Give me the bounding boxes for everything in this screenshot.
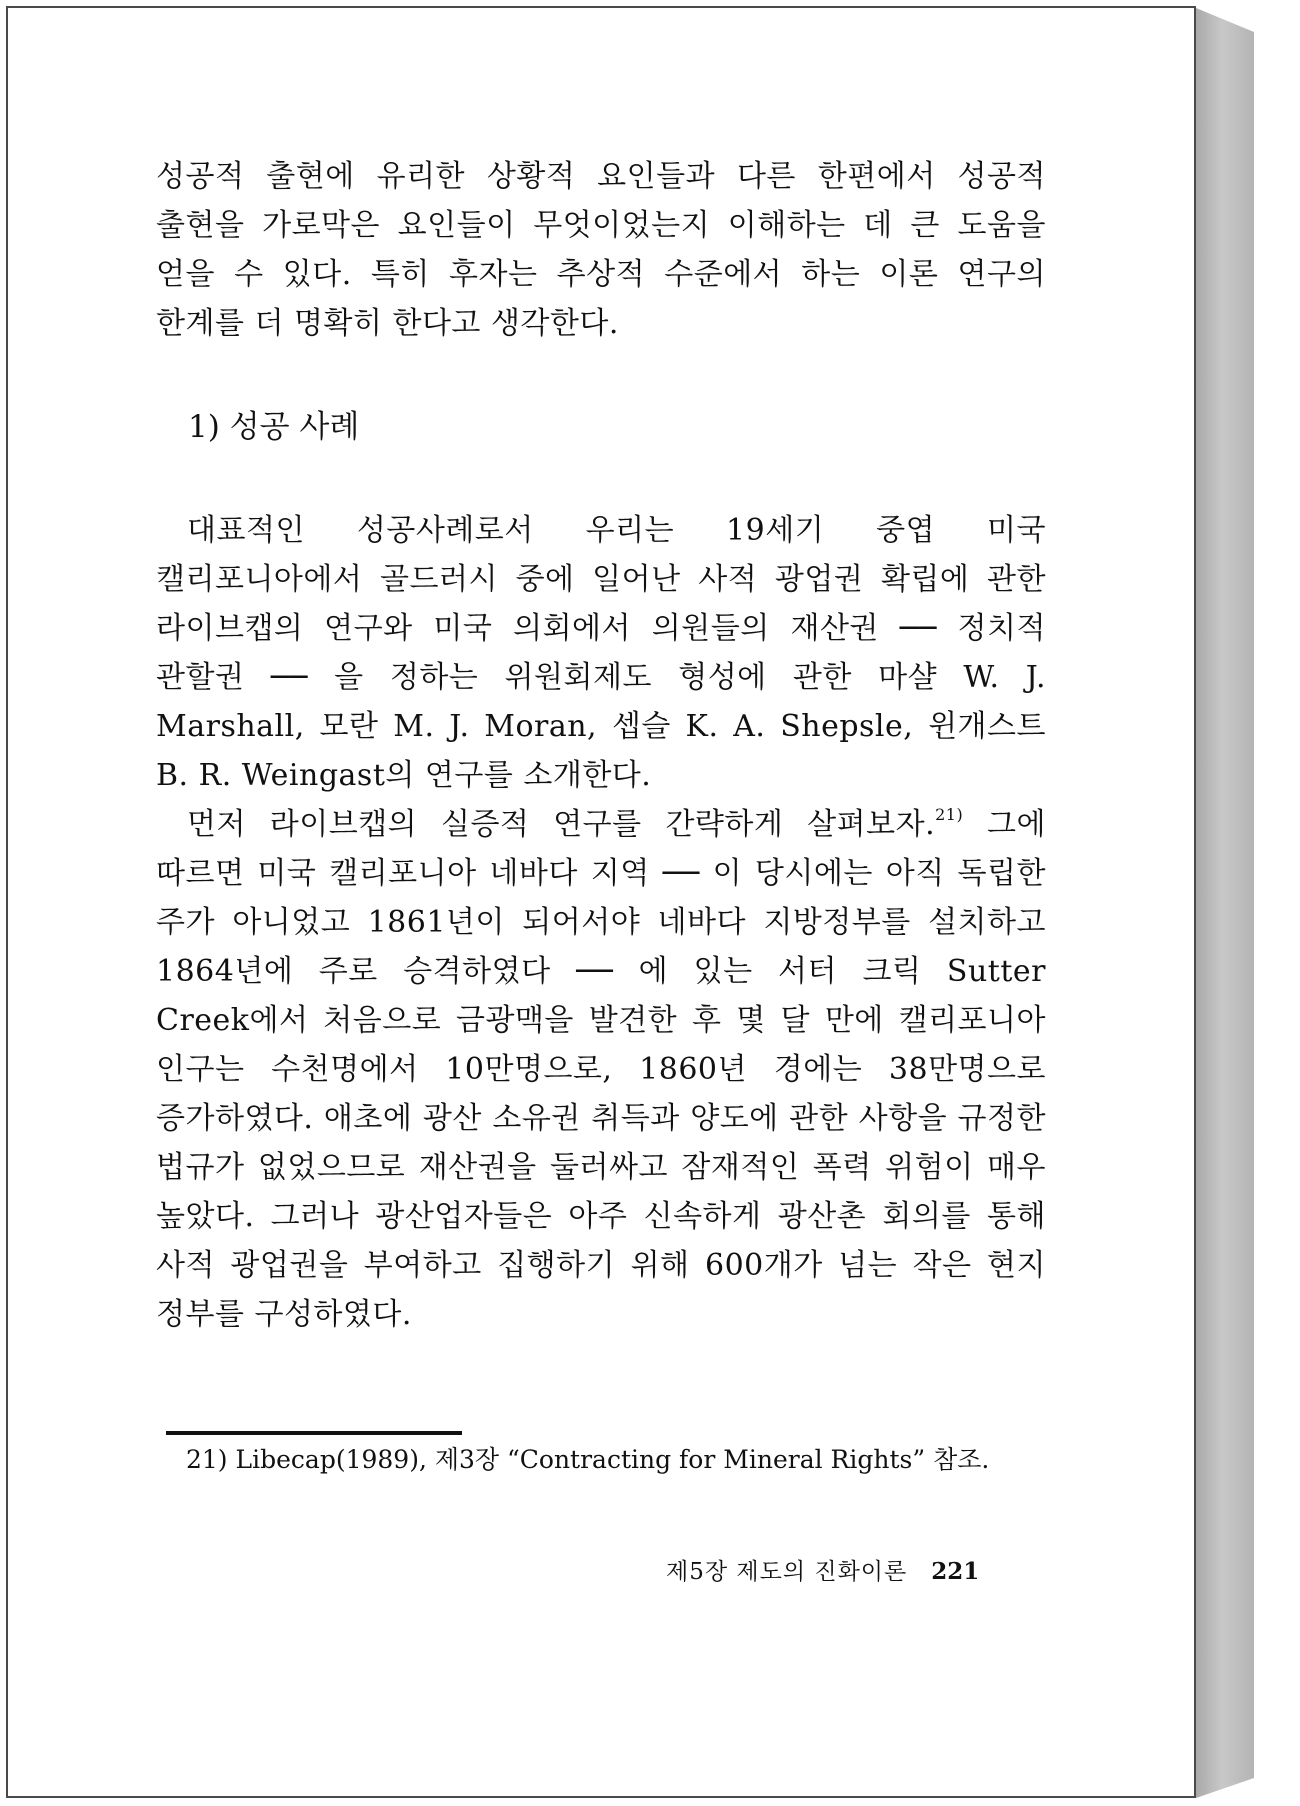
book-edge-shading — [1196, 8, 1254, 1798]
page-body — [156, 152, 1046, 1339]
page-number: 221 — [931, 1558, 980, 1585]
running-footer — [666, 1552, 1066, 1592]
section-heading: 1) 성공 사례 — [188, 409, 360, 445]
footnote-marker: 21) — [935, 805, 964, 824]
section-paragraph-1: 대표적인 성공사례로서 우리는 19세기 중엽 미국 캘리포니아에서 골드러시 중에 일어난 사적 광업권 확립에 관한 라이브캡의 연구와 미국 의회에서 의원들의 재산권 ── 정치적 관할권 ── 을 정하는 위원회제도 형성에 관한 마샬 W. J. Marshall, 모란 M. J. Moran, 셉슬 K. A. Shepsle, 윈개스트 B. R. Weingast의 연구를 소개한다. — [156, 513, 1046, 793]
footnote: 21) Libecap(1989), 제3장 “Contracting for Mineral Rights” 참조. — [186, 1445, 990, 1474]
paragraph-2-lead: 먼저 라이브캡의 실증적 연구를 간략하게 살펴보자. — [187, 807, 936, 842]
paragraph-2-body: 그에 따르면 미국 캘리포니아 네바다 지역 ── 이 당시에는 아직 독립한 주가 아니었고 1861년이 되어서야 네바다 지방정부를 설치하고 1864년에 주로 승격하였다 ── 에 있는 서터 크릭 Sutter Creek에서 처음으로 금광맥을 발견한 후 몇 달 만에 캘리포니아 인구는 수천명에서 10만명으로, 1860년 경에는 38만명으로 증가하였다. 애초에 광산 소유권 취득과 양도에 관한 사항을 규정한 법규가 없었으므로 재산권을 둘러싸고 잠재적인 폭력 위험이 매우 높았다. 그러나 광산업자들은 아주 신속하게 광산촌 회의를 통해 사적 광업권을 부여하고 집행하기 위해 600개가 넘는 작은 현지 정부를 구성하였다. — [156, 807, 1046, 1332]
footnote-divider — [166, 1431, 462, 1435]
chapter-title: 제5장 제도의 진화이론 — [666, 1559, 908, 1585]
section-paragraph-2 — [156, 800, 1046, 1339]
intro-paragraph: 성공적 출현에 유리한 상황적 요인들과 다른 한편에서 성공적 출현을 가로막은 요인들이 무엇이었는지 이해하는 데 큰 도움을 얻을 수 있다. 특히 후자는 추상적 수준에서 하는 이론 연구의 한계를 더 명확히 한다고 생각한다. — [156, 159, 1046, 341]
